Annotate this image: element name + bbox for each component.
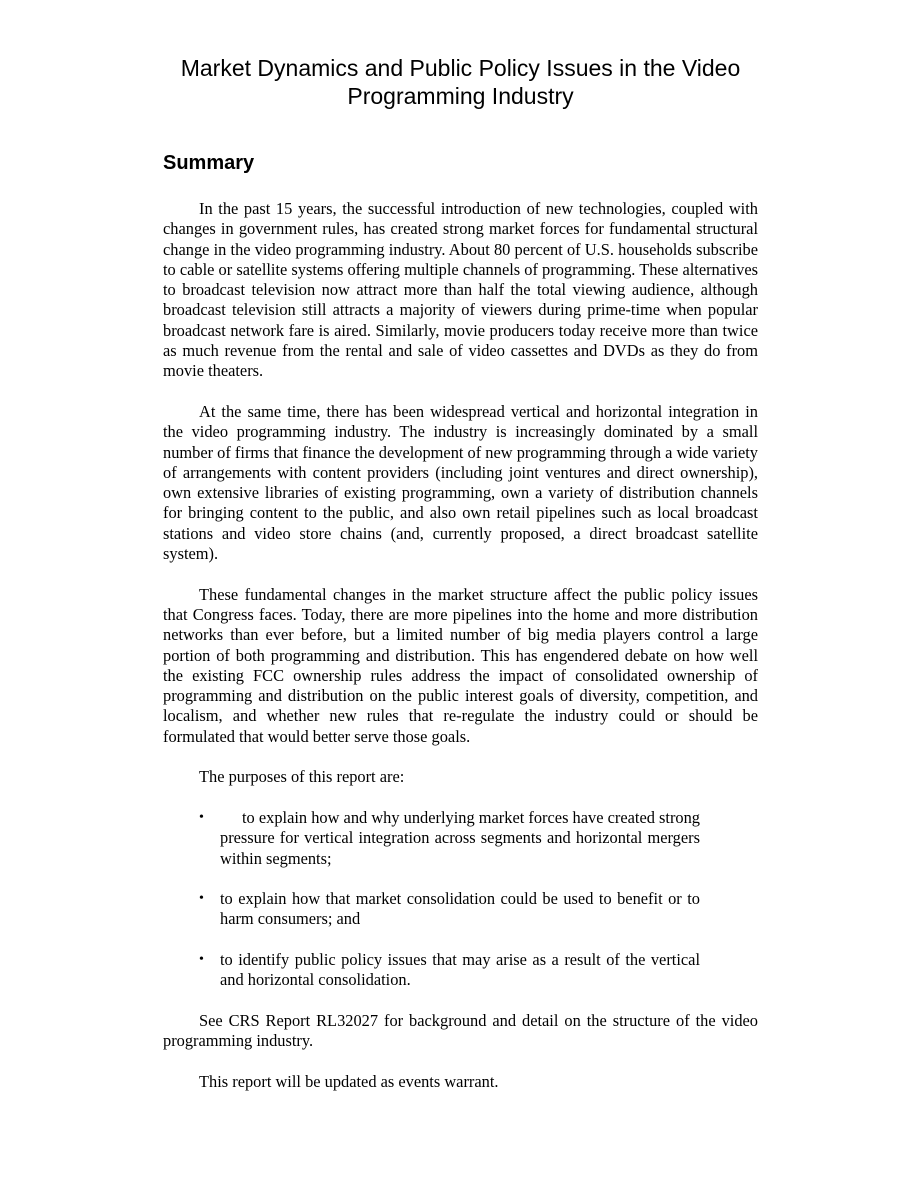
title-line-1: Market Dynamics and Public Policy Issues in the Video (180, 55, 741, 81)
list-item-text: to explain how and why underlying market forces have created strong pressure for vertical integration across segments and horizontal mergers within segments; (220, 807, 700, 868)
title-line-2: Programming Industry (347, 83, 574, 109)
summary-paragraph-1: In the past 15 years, the successful introduction of new technologies, coupled with changes in government rules, has created strong market forces for fundamental structural change in the video programming industry. About 80 percent of U.S. households subscribe to cable or satellite systems offering multiple channels of programming. These alternatives to broadcast television now attract more than half the total viewing audience, although broadcast television still attracts a majority of viewers during prime-time when popular broadcast network fare is aired. Similarly, movie producers today receive more than twice as much revenue from the rental and sale of video cassettes and DVDs as they do from movie theaters. (163, 199, 758, 381)
list-item (163, 889, 758, 930)
list-item-text: to explain how that market consolidation could be used to benefit or to harm consumers; and (220, 889, 700, 929)
document-title (163, 54, 758, 110)
purposes-list (163, 808, 758, 991)
purposes-intro: The purposes of this report are: (199, 767, 405, 787)
list-item (163, 808, 758, 869)
bullet-icon: • (199, 951, 204, 967)
bullet-icon: • (199, 809, 204, 825)
update-note: This report will be updated as events warrant. (199, 1071, 499, 1091)
list-item (163, 950, 758, 991)
see-also-paragraph: See CRS Report RL32027 for background and detail on the structure of the video programming industry. (163, 1010, 758, 1051)
list-item-text: to identify public policy issues that may arise as a result of the vertical and horizontal consolidation. (220, 949, 700, 990)
summary-heading: Summary (163, 152, 255, 174)
summary-paragraph-3: These fundamental changes in the market structure affect the public policy issues that Congress faces. Today, there are more pipelines into the home and more distribution networks than ever before, but a limited number of big media players control a large portion of both programming and distribution. This has engendered debate on how well the existing FCC ownership rules address the impact of consolidated ownership of programming and distribution on the public interest goals of diversity, competition, and localism, and whether new rules that re-regulate the industry could or should be formulated that would better serve those goals. (163, 584, 758, 746)
bullet-icon: • (199, 891, 204, 907)
document-page (163, 54, 758, 1092)
summary-paragraph-2: At the same time, there has been widespread vertical and horizontal integration in the video programming industry. The industry is increasingly dominated by a small number of firms that finance the development of new programming through a wide variety of arrangements with content providers (including joint ventures and direct ownership), own extensive libraries of existing programming, own a variety of distribution channels for bringing content to the public, and also own retail pipelines such as local broadcast stations and video store chains (and, currently proposed, a direct broadcast satellite system). (163, 401, 758, 564)
